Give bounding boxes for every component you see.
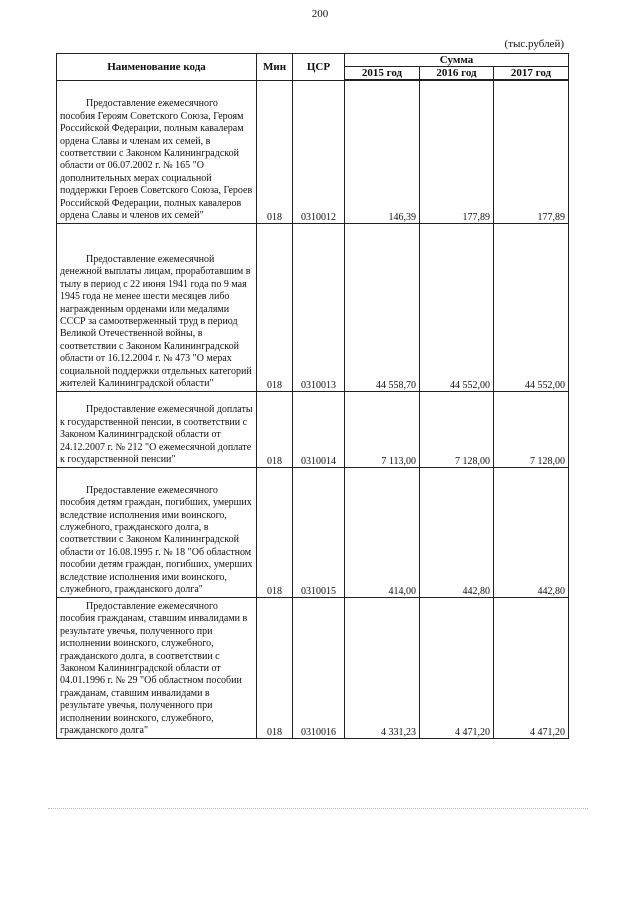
row-value-2015: 414,00 — [345, 467, 420, 597]
table-row — [57, 467, 569, 597]
page-number: 200 — [311, 8, 329, 20]
row-min: 018 — [257, 391, 293, 467]
row-value-2017: 7 128,00 — [494, 391, 569, 467]
row-value-2015: 7 113,00 — [345, 391, 420, 467]
budget-table — [56, 53, 569, 739]
header-min: Мин — [257, 54, 293, 81]
row-name: Предоставление ежемесячного пособия Героям Советского Союза, Героям Российской Федерации, полным кавалерам ордена Славы и членам их семей, в соответствии с Законом Калининградской области от 06.07.2002 г. № 165 "О дополнительных мерах социальной поддержки Героев Советского Союза, Героев Российской Федерации, полных кавалеров ордена Славы и членов их семей" — [57, 80, 257, 223]
row-name: Предоставление ежемесячного пособия детям граждан, погибших, умерших вследствие исполнения ими воинского, служебного, гражданского долга, в соответствии с Законом Калининградской области от 16.08.1995 г. № 18 "Об областном пособии детям граждан, погибших, умерших вследствие исполнения ими воинского, служебного, гражданского долга" — [57, 467, 257, 597]
row-name: Предоставление ежемесячной доплаты к государственной пенсии, в соответствии с Законом Калининградской области от 24.12.2007 г. № 212 "О ежемесячной доплате к государственной пенсии" — [57, 391, 257, 467]
header-csr: ЦСР — [293, 54, 345, 81]
row-value-2017: 44 552,00 — [494, 223, 569, 391]
row-value-2015: 44 558,70 — [345, 223, 420, 391]
units-label: (тыс.рублей) — [504, 38, 564, 50]
row-value-2016: 4 471,20 — [420, 597, 494, 738]
row-name: Предоставление ежемесячной денежной выплаты лицам, проработавшим в тылу в период с 22 июня 1941 года по 9 мая 1945 года не менее шести месяцев либо награжденным орденами или медалями СССР за самоотверженный труд в период Великой Отечественной войны, в соответствии с Законом Калининградской области от 16.12.2004 г. № 473 "О мерах социальной поддержки отдельных категорий жителей Калининградской области" — [57, 223, 257, 391]
header-2016: 2016 год — [420, 67, 494, 81]
row-value-2016: 44 552,00 — [420, 223, 494, 391]
row-csr: 0310012 — [293, 80, 345, 223]
row-value-2015: 146,39 — [345, 80, 420, 223]
row-value-2016: 177,89 — [420, 80, 494, 223]
table-row — [57, 597, 569, 738]
row-value-2017: 442,80 — [494, 467, 569, 597]
header-name: Наименование кода — [57, 54, 257, 81]
table-row — [57, 391, 569, 467]
table-row — [57, 80, 569, 223]
header-2017: 2017 год — [494, 67, 569, 81]
row-value-2015: 4 331,23 — [345, 597, 420, 738]
header-2015: 2015 год — [345, 67, 420, 81]
header-sum: Сумма — [345, 54, 569, 67]
row-name: Предоставление ежемесячного пособия гражданам, ставшим инвалидами в результате увечья, полученного при исполнении воинского, служебного, гражданского долга, в соответствии с Законом Калининградской области от 04.01.1996 г. № 29 "Об областном пособии гражданам, ставшим инвалидами в результате увечья, полученного при исполнении воинского, служебного, гражданского долга" — [57, 597, 257, 738]
row-csr: 0310016 — [293, 597, 345, 738]
scan-artifact-line — [48, 808, 588, 809]
row-value-2017: 4 471,20 — [494, 597, 569, 738]
row-value-2017: 177,89 — [494, 80, 569, 223]
row-value-2016: 7 128,00 — [420, 391, 494, 467]
row-csr: 0310014 — [293, 391, 345, 467]
row-value-2016: 442,80 — [420, 467, 494, 597]
table-row — [57, 223, 569, 391]
row-min: 018 — [257, 597, 293, 738]
row-csr: 0310013 — [293, 223, 345, 391]
row-min: 018 — [257, 80, 293, 223]
row-min: 018 — [257, 223, 293, 391]
row-csr: 0310015 — [293, 467, 345, 597]
row-min: 018 — [257, 467, 293, 597]
